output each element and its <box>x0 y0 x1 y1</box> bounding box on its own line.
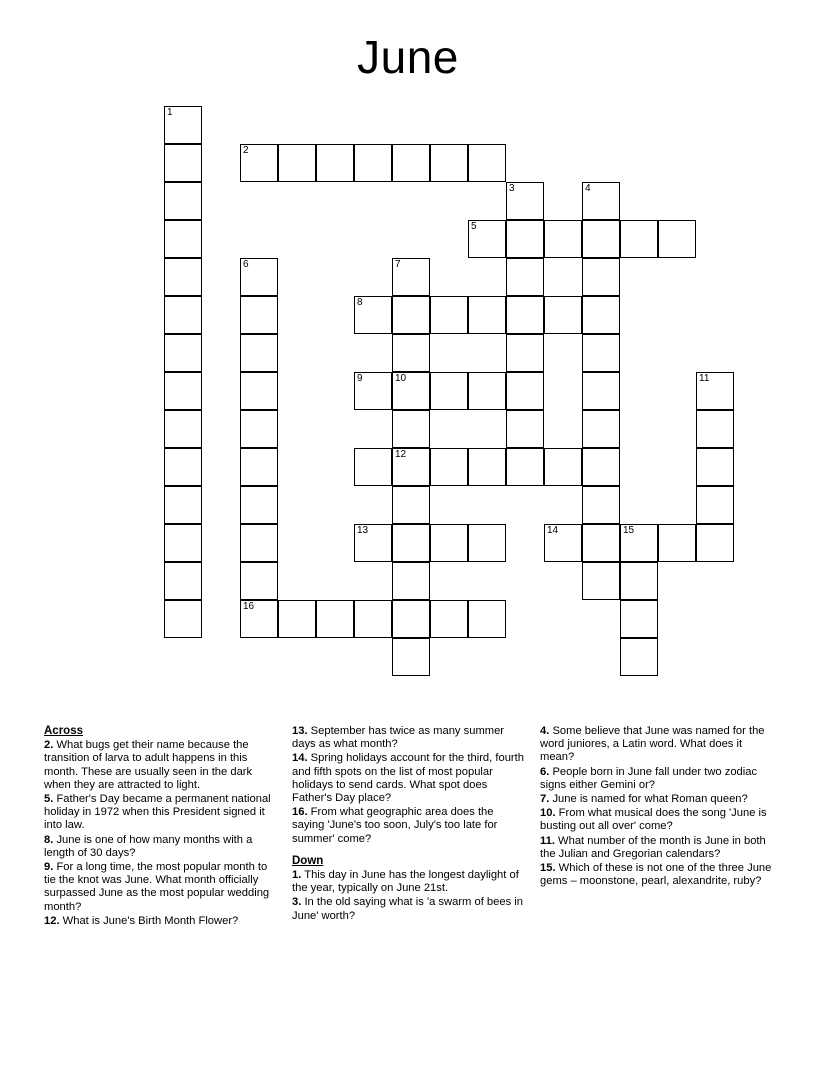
cell-number: 4 <box>585 183 591 194</box>
crossword-cell[interactable] <box>354 448 392 486</box>
crossword-cell[interactable] <box>468 144 506 182</box>
crossword-cell[interactable] <box>658 524 696 562</box>
clue-item <box>292 896 524 922</box>
crossword-cell[interactable] <box>392 258 430 296</box>
crossword-cell[interactable] <box>278 144 316 182</box>
crossword-cell[interactable] <box>468 448 506 486</box>
crossword-cell[interactable] <box>240 486 278 524</box>
crossword-cell[interactable] <box>164 410 202 448</box>
cell-number: 9 <box>357 373 363 384</box>
crossword-cell[interactable] <box>582 486 620 524</box>
clue-number: 2. <box>44 739 54 752</box>
clue-list-middle <box>292 725 524 923</box>
crossword-cell[interactable] <box>164 600 202 638</box>
clue-number: 8. <box>44 833 54 846</box>
crossword-cell[interactable] <box>468 220 506 258</box>
crossword-cell[interactable] <box>582 524 620 562</box>
crossword-cell[interactable] <box>240 144 278 182</box>
crossword-cell[interactable] <box>164 106 202 144</box>
clue-item <box>44 915 276 928</box>
cell-number: 14 <box>547 525 559 536</box>
clue-item <box>44 739 276 792</box>
down-heading: Down <box>292 854 324 867</box>
crossword-cell[interactable] <box>240 600 278 638</box>
crossword-cell[interactable] <box>164 258 202 296</box>
clue-number: 10. <box>540 807 556 820</box>
crossword-cell[interactable] <box>430 296 468 334</box>
crossword-cell[interactable] <box>468 296 506 334</box>
across-clue-list <box>44 739 276 928</box>
clue-item <box>540 862 772 888</box>
crossword-cell[interactable] <box>392 600 430 638</box>
page-title: June <box>357 31 459 83</box>
clue-text: June is named for what Roman queen? <box>549 793 748 806</box>
crossword-cell[interactable] <box>392 638 430 676</box>
crossword-cell[interactable] <box>164 562 202 600</box>
crossword-cell[interactable] <box>392 144 430 182</box>
crossword-cell[interactable] <box>620 562 658 600</box>
crossword-cell[interactable] <box>696 372 734 410</box>
crossword-cell[interactable] <box>506 220 544 258</box>
crossword-cell[interactable] <box>354 296 392 334</box>
clue-text: Spring holidays account for the third, fourth and fifth spots on the list of most popular holidays to send cards. What spot does Father's Day place? <box>292 752 524 805</box>
crossword-cell[interactable] <box>164 296 202 334</box>
crossword-cell[interactable] <box>392 296 430 334</box>
crossword-cell[interactable] <box>392 410 430 448</box>
crossword-cell[interactable] <box>354 524 392 562</box>
clue-text: Father's Day became a permanent national holiday in 1972 when this President signed it into law. <box>44 793 271 832</box>
crossword-cell[interactable] <box>430 144 468 182</box>
crossword-cell[interactable] <box>658 220 696 258</box>
crossword-cell[interactable] <box>240 562 278 600</box>
clue-number: 5. <box>44 793 54 806</box>
crossword-cell[interactable] <box>392 372 430 410</box>
crossword-cell[interactable] <box>164 144 202 182</box>
crossword-cell[interactable] <box>544 220 582 258</box>
cell-number: 6 <box>243 259 249 270</box>
crossword-cell[interactable] <box>164 524 202 562</box>
crossword-cell[interactable] <box>240 372 278 410</box>
clue-text: This day in June has the longest daylight of the year, typically on June 21st. <box>292 869 519 895</box>
crossword-cell[interactable] <box>164 448 202 486</box>
clue-text: Which of these is not one of the three June gems – moonstone, pearl, alexandrite, ruby? <box>540 862 772 888</box>
crossword-cell[interactable] <box>506 410 544 448</box>
down-clue-list <box>540 725 772 888</box>
cell-number: 12 <box>395 449 407 460</box>
crossword-grid <box>88 106 728 686</box>
crossword-cell[interactable] <box>506 372 544 410</box>
crossword-cell[interactable] <box>506 296 544 334</box>
crossword-cell[interactable] <box>164 334 202 372</box>
crossword-cell[interactable] <box>392 524 430 562</box>
crossword-cell[interactable] <box>240 410 278 448</box>
crossword-cell[interactable] <box>316 144 354 182</box>
crossword-cell[interactable] <box>620 638 658 676</box>
crossword-cell[interactable] <box>696 486 734 524</box>
crossword-cell[interactable] <box>430 448 468 486</box>
clue-item <box>292 869 524 895</box>
crossword-cell[interactable] <box>392 486 430 524</box>
crossword-cell[interactable] <box>582 258 620 296</box>
crossword-cell[interactable] <box>620 600 658 638</box>
crossword-cell[interactable] <box>582 372 620 410</box>
clue-number: 1. <box>292 869 302 882</box>
clue-text: What bugs get their name because the transition of larva to adult happens in this month. These are usually seen in the dark when they are attracted to light. <box>44 739 253 791</box>
crossword-cell[interactable] <box>354 600 392 638</box>
cell-number: 16 <box>243 601 255 612</box>
clue-number: 6. <box>540 765 550 778</box>
crossword-cell[interactable] <box>468 372 506 410</box>
crossword-cell[interactable] <box>468 524 506 562</box>
crossword-cell[interactable] <box>582 220 620 258</box>
crossword-cell[interactable] <box>468 600 506 638</box>
crossword-cell[interactable] <box>164 372 202 410</box>
cell-number: 1 <box>167 107 173 118</box>
crossword-cell[interactable] <box>316 600 354 638</box>
clue-number: 15. <box>540 862 556 875</box>
across-heading: Across <box>44 725 83 737</box>
clue-item <box>540 835 772 861</box>
crossword-cell[interactable] <box>620 524 658 562</box>
crossword-cell[interactable] <box>582 296 620 334</box>
clue-item <box>540 807 772 833</box>
clue-text: What number of the month is June in both the Julian and Gregorian calendars? <box>540 834 766 860</box>
clue-number: 14. <box>292 752 308 765</box>
crossword-cell[interactable] <box>582 182 620 220</box>
crossword-cell[interactable] <box>582 562 620 600</box>
crossword-cell[interactable] <box>544 524 582 562</box>
clue-text: What is June's Birth Month Flower? <box>59 914 239 927</box>
cell-number: 10 <box>395 373 407 384</box>
cell-number: 15 <box>623 525 635 536</box>
crossword-cell[interactable] <box>620 220 658 258</box>
crossword-cell[interactable] <box>240 296 278 334</box>
crossword-cell[interactable] <box>164 182 202 220</box>
cell-number: 13 <box>357 525 369 536</box>
clue-number: 4. <box>540 725 550 737</box>
clue-item <box>44 793 276 833</box>
clue-text: People born in June fall under two zodiac signs either Gemini or? <box>540 765 758 791</box>
crossword-cell[interactable] <box>696 410 734 448</box>
clue-item <box>540 793 772 806</box>
clue-text: June is one of how many months with a length of 30 days? <box>44 833 253 859</box>
crossword-cell[interactable] <box>240 524 278 562</box>
crossword-cell[interactable] <box>506 448 544 486</box>
clue-number: 13. <box>292 725 308 737</box>
clue-item <box>292 806 524 846</box>
clue-number: 12. <box>44 914 60 927</box>
cell-number: 3 <box>509 183 515 194</box>
clue-item <box>292 752 524 805</box>
crossword-cell[interactable] <box>240 448 278 486</box>
crossword-cell[interactable] <box>582 410 620 448</box>
clue-number: 7. <box>540 793 550 806</box>
cell-number: 5 <box>471 221 477 232</box>
crossword-cell[interactable] <box>354 144 392 182</box>
crossword-cell[interactable] <box>164 220 202 258</box>
clue-number: 11. <box>540 834 555 847</box>
crossword-cell[interactable] <box>506 258 544 296</box>
clue-text: From what geographic area does the saying 'June's too soon, July's too late for summer' come? <box>292 806 498 845</box>
crossword-cell[interactable] <box>582 334 620 372</box>
clue-number: 3. <box>292 896 302 909</box>
clue-item <box>44 861 276 914</box>
crossword-cell[interactable] <box>544 448 582 486</box>
clue-item <box>292 725 524 751</box>
crossword-cell[interactable] <box>544 296 582 334</box>
crossword-cell[interactable] <box>278 600 316 638</box>
crossword-cell[interactable] <box>164 486 202 524</box>
clue-number: 16. <box>292 806 308 819</box>
crossword-cell[interactable] <box>392 448 430 486</box>
crossword-cell[interactable] <box>430 524 468 562</box>
clue-text: For a long time, the most popular month to tie the knot was June. What month officially surpassed June as the most popular wedding month? <box>44 861 270 913</box>
crossword-cell[interactable] <box>392 562 430 600</box>
crossword-cell[interactable] <box>354 372 392 410</box>
clue-item <box>44 834 276 860</box>
crossword-cell[interactable] <box>506 182 544 220</box>
crossword-cell[interactable] <box>392 334 430 372</box>
crossword-cell[interactable] <box>240 258 278 296</box>
crossword-cell[interactable] <box>506 334 544 372</box>
clue-text: Some believe that June was named for the word juniores, a Latin word. What does it mean? <box>540 725 765 764</box>
crossword-cell[interactable] <box>582 448 620 486</box>
clue-text: From what musical does the song 'June is busting out all over' come? <box>540 807 767 833</box>
clue-spacer <box>292 847 524 855</box>
clue-text: September has twice as many summer days as what month? <box>292 725 505 751</box>
clue-number: 9. <box>44 861 54 874</box>
cell-number: 7 <box>395 259 401 270</box>
clues-section <box>44 725 774 929</box>
clue-item <box>540 725 772 765</box>
clues-column-2 <box>292 725 524 929</box>
crossword-cell[interactable] <box>240 334 278 372</box>
clue-text: In the old saying what is 'a swarm of bees in June' worth? <box>292 896 523 922</box>
cell-number: 8 <box>357 297 363 308</box>
cell-number: 2 <box>243 145 249 156</box>
clue-item <box>540 766 772 792</box>
crossword-cell[interactable] <box>430 600 468 638</box>
cell-number: 11 <box>699 373 710 384</box>
crossword-cell[interactable] <box>696 524 734 562</box>
clues-column-3 <box>540 725 772 929</box>
clues-column-1 <box>44 725 276 929</box>
crossword-cell[interactable] <box>430 372 468 410</box>
crossword-cell[interactable] <box>696 448 734 486</box>
